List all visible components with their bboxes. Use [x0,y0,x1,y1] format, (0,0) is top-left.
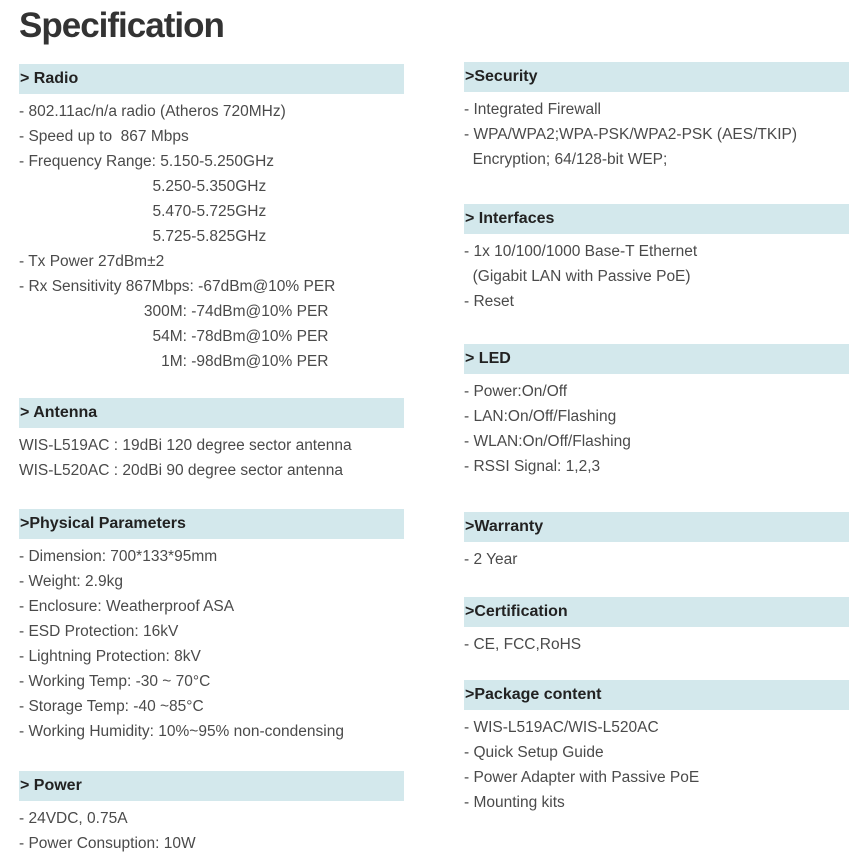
list-item: - Power Adapter with Passive PoE [464,769,700,786]
section-package-content [464,680,849,815]
list-item: - LAN:On/Off/Flashing [464,408,617,425]
list-item: - Dimension: 700*133*95mm [19,548,218,565]
list-item: - Quick Setup Guide [464,744,604,761]
list-item: - CE, FCC,RoHS [464,636,582,653]
physical-parameters-list [19,544,404,744]
list-item: - ESD Protection: 16kV [19,623,179,640]
list-item: - WPA/WPA2;WPA-PSK/WPA2-PSK (AES/TKIP) [464,126,798,143]
page-title: Specification [19,6,224,45]
list-item: (Gigabit LAN with Passive PoE) [464,268,691,285]
list-item: - Lightning Protection: 8kV [19,648,201,665]
section-radio [19,64,404,374]
section-header-radio: > Radio [19,64,404,94]
section-header-antenna: > Antenna [19,398,404,428]
list-item: 5.725-5.825GHz [19,228,267,245]
list-item: - Power Consuption: 10W [19,835,196,852]
security-list [464,97,849,172]
section-header-certification: >Certification [464,597,849,627]
list-item: Encryption; 64/128-bit WEP; [464,151,668,168]
list-item: 1M: -98dBm@10% PER [19,353,329,370]
section-antenna [19,398,404,483]
led-list [464,379,849,479]
list-item: - Mounting kits [464,794,565,811]
section-certification [464,597,849,657]
section-security [464,62,849,172]
list-item: - Rx Sensitivity 867Mbps: -67dBm@10% PER [19,278,336,295]
section-header-warranty: >Warranty [464,512,849,542]
package-content-list [464,715,849,815]
list-item: 54M: -78dBm@10% PER [19,328,329,345]
list-item: - Working Humidity: 10%~95% non-condensing [19,723,344,740]
section-led [464,344,849,479]
list-item: - Storage Temp: -40 ~85°C [19,698,204,715]
list-item: - 2 Year [464,551,518,568]
section-header-physical-parameters: >Physical Parameters [19,509,404,539]
section-header-package-content: >Package content [464,680,849,710]
list-item: - Weight: 2.9kg [19,573,123,590]
list-item: - WIS-L519AC/WIS-L520AC [464,719,659,736]
section-header-led: > LED [464,344,849,374]
list-item: 5.470-5.725GHz [19,203,267,220]
list-item: - WLAN:On/Off/Flashing [464,433,631,450]
interfaces-list [464,239,849,314]
antenna-list [19,433,404,483]
list-item: - Working Temp: -30 ~ 70°C [19,673,211,690]
list-item: WIS-L519AC : 19dBi 120 degree sector antenna [19,437,352,454]
section-header-interfaces: > Interfaces [464,204,849,234]
section-interfaces [464,204,849,314]
section-physical-parameters [19,509,404,744]
section-header-power: > Power [19,771,404,801]
list-item: - RSSI Signal: 1,2,3 [464,458,601,475]
list-item: - Power:On/Off [464,383,568,400]
section-power [19,771,404,856]
list-item: 300M: -74dBm@10% PER [19,303,329,320]
list-item: - 802.11ac/n/a radio (Atheros 720MHz) [19,103,286,120]
list-item: - Enclosure: Weatherproof ASA [19,598,235,615]
section-warranty [464,512,849,572]
radio-list [19,99,404,374]
list-item: 5.250-5.350GHz [19,178,267,195]
list-item: - 1x 10/100/1000 Base-T Ethernet [464,243,698,260]
warranty-list [464,547,849,572]
list-item: - Frequency Range: 5.150-5.250GHz [19,153,275,170]
list-item: - 24VDC, 0.75A [19,810,128,827]
list-item: - Reset [464,293,514,310]
section-header-security: >Security [464,62,849,92]
list-item: - Speed up to 867 Mbps [19,128,189,145]
list-item: - Tx Power 27dBm±2 [19,253,165,270]
certification-list [464,632,849,657]
list-item: WIS-L520AC : 20dBi 90 degree sector antenna [19,462,343,479]
list-item: - Integrated Firewall [464,101,601,118]
power-list [19,806,404,856]
